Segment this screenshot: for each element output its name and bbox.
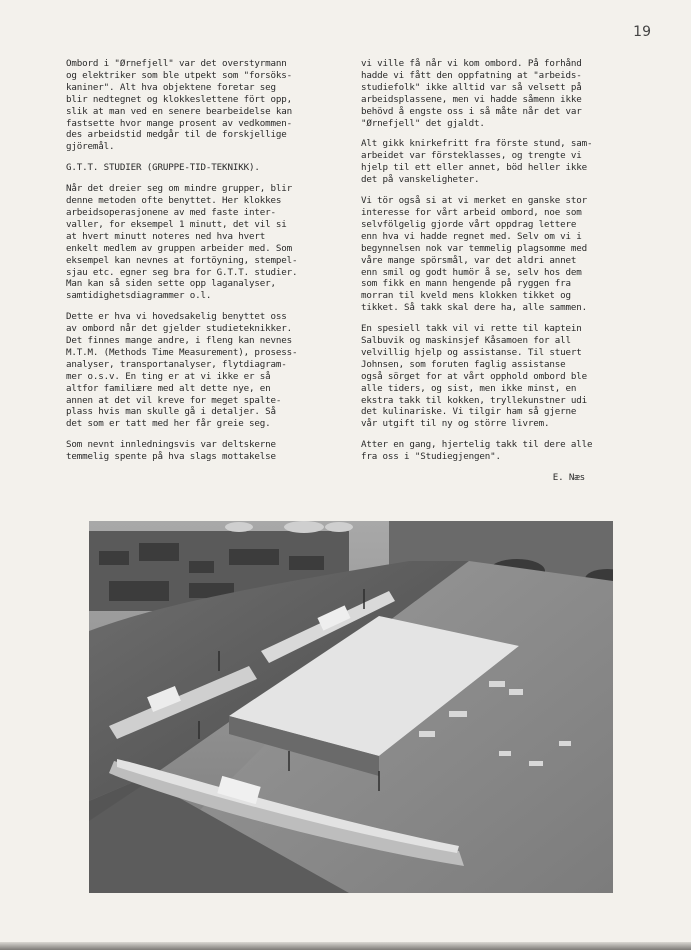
author-signature: E. Næs bbox=[552, 472, 585, 484]
right-paragraph-4: En spesiell takk vil vi rette til kaptein Salbuvik og maskinsjef Kåsamoen for all velvillig hjelp og assistanse. Til stuert Johnsen, som foruten faglig assistanse også sörget for at vårt opphold ombord ble alle tiders, og sist, men ikke minst, en ekstra takk til kokken, tryllekunstner udi det kulinariske. Vi tilgir ham så gjerne vår utgift til ny og större livrem. bbox=[361, 323, 588, 430]
left-column bbox=[66, 58, 338, 472]
right-paragraph-1: vi ville få når vi kom ombord. På forhånd hadde vi fått den oppfatning at "arbeids- studiefolk" ikke alltid var så velsett på arbeidsplassene, men vi hadde såmenn ikke behövd å engste oss i så måte når det var "Ørnefjell" det gjaldt. bbox=[361, 58, 582, 129]
harbour-aerial-photo bbox=[89, 521, 613, 893]
right-paragraph-5: Atter en gang, hjertelig takk til dere alle fra oss i "Studiegjengen". bbox=[361, 439, 593, 463]
page-number: 19 bbox=[633, 24, 651, 40]
left-paragraph-1: Ombord i "Ørnefjell" var det overstyrmann og elektriker som ble utpekt som "forsöks- kaniner". Alt hva objektene foretar seg blir nedtegnet og klokkeslettene fört opp, slik at man ved en senere bearbeidelse kan fastsette hvor mange prosent av vedkommen- des arbeidstid medgår til de forskjellige gjöremål. bbox=[66, 58, 293, 153]
left-paragraph-2: Når det dreier seg om mindre grupper, blir denne metoden ofte benyttet. Her klokkes arbeidsoperasjonene av med faste inter- valler, for eksempel 1 minutt, det vil si at hvert minutt noteres ned hva hvert enkelt medlem av gruppen arbeider med. Som eksempel kan nevnes at fortöyning, stempel- sjau etc. egner seg bra for G.T.T. studier. Man kan så siden sette opp laganalyser, samtidighetsdiagrammer o.l. bbox=[66, 183, 298, 302]
left-paragraph-3: Dette er hva vi hovedsakelig benyttet oss av ombord når det gjelder studieteknikker. Det finnes mange andre, i fleng kan nevnes M.T.M. (Methods Time Measurement), prosess- analyser, transportanalyser, flytdiagram- mer o.s.v. En ting er at vi ikke er så altfor familiære med alt dette nye, en annen at det vil kreve for meget spalte- plass hvis man skulle gå i detaljer. Så det som er tatt med her får greie seg. bbox=[66, 311, 298, 430]
page-bottom-edge bbox=[0, 942, 691, 950]
section-heading-gtt: G.T.T. STUDIER (GRUPPE-TID-TEKNIKK). bbox=[66, 162, 260, 174]
left-paragraph-4: Som nevnt innledningsvis var deltskerne temmelig spente på hva slags mottakelse bbox=[66, 439, 276, 463]
right-paragraph-2: Alt gikk knirkefritt fra förste stund, sam- arbeidet var försteklasses, og trengte vi hjelp til ett eller annet, böd heller ikke det på vanskeligheter. bbox=[361, 138, 593, 186]
right-paragraph-3: Vi tör også si at vi merket en ganske stor interesse for vårt arbeid ombord, noe som selvfölgelig gjorde vårt oppdrag lettere enn hva vi hadde regnet med. Selv om vi i begynnelsen nok var temmelig plagsomme med våre mange spörsmål, var det aldri annet enn smil og godt humör å se, selv hos dem som fikk en mann hengende på ryggen fra morran til kveld mens klokken tikket og tikket. Så takk skal dere ha, alle sammen. bbox=[361, 195, 588, 314]
right-column bbox=[361, 58, 637, 493]
